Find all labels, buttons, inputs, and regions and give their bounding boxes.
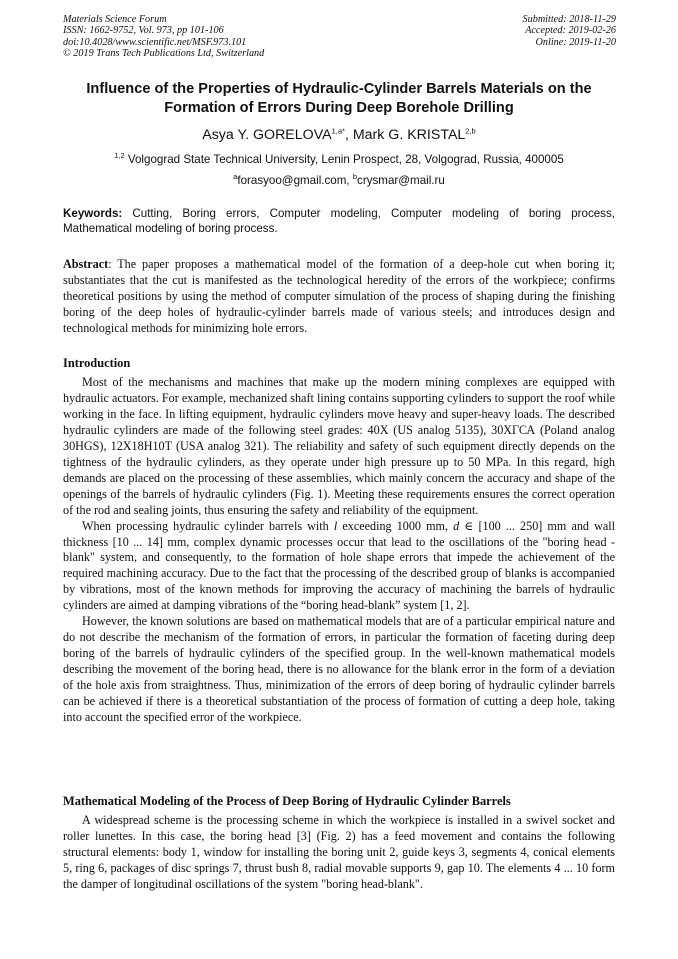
paragraph: However, the known solutions are based on mathematical models that are of a particular empirical nature and do not describe the mechanism of the formation of errors, in particular the formation of faceting during deep boring of the barrels of hydraulic cylinders of the specified group. In the well-known mathematical models describing the movement of the boring head, there is no allowance for the blank error in the form of a deviation of the hole axis from straightness. Thus, minimization of the errors of deep boring of hydraulic cylinder barrels can be achieved if there is a theoretical substantiation of the process of formation of cutting a deep hole, taking into account the specified error of the workpiece. bbox=[63, 614, 615, 725]
author-affiliation-mark: 2,b bbox=[465, 126, 476, 136]
author-emails bbox=[63, 174, 615, 188]
submitted-date: Submitted: 2018-11-29 bbox=[522, 14, 616, 25]
journal-header bbox=[63, 14, 264, 60]
keywords bbox=[63, 206, 615, 236]
paragraph: Most of the mechanisms and machines that make up the modern mining complexes are equipped with hydraulic actuators. For example, mechanized shaft lining contains supporting cylinders to support the roof while working in the face. In lifting equipment, hydraulic cylinders move heavy and super-heavy loads. The described hydraulic cylinders are made of the following steel grades: 40X (US analog 5135), 30XГСА (Poland analog 30HGS), 12X18H10T (USA analog 321). The reliability and safety of such equipment directly depends on the tightness of the hydraulic cylinders, as they operate under high pressure up to 50 MPa. In this regard, high demands are placed on the processing of these assemblies, which mainly concern the accuracy and shape of the openings of the barrels of hydraulic cylinders (Fig. 1). Meeting these requirements ensures the correct operation of the rod and sealing joints, thus ensuring the safety and reliability of the equipment. bbox=[63, 375, 615, 517]
abstract-text: : The paper proposes a mathematical model of the formation of a deep-hole cut when boring it; substantiates that the cut is manifested as the technological heredity of the errors of the workpiece; confirms theoretical positions by using the method of computer simulation of the process of shaping during the finishing boring of the deep holes of hydraulic-cylinder barrels made of various steels; and introduces design and technological methods for minimizing hole errors. bbox=[63, 257, 615, 335]
affiliation bbox=[63, 153, 615, 167]
keywords-text: Cutting, Boring errors, Computer modeling, Computer modeling of boring process, Mathematical modeling of boring process. bbox=[63, 207, 615, 236]
author-name: Mark G. KRISTAL bbox=[352, 127, 466, 143]
affiliation-text: Volgograd State Technical University, Lenin Prospect, 28, Volgograd, Russia, 400005 bbox=[127, 153, 564, 166]
accepted-date: Accepted: 2019-02-26 bbox=[525, 25, 616, 37]
issn-line: ISSN: 1662-9752, Vol. 973, pp 101-106 bbox=[63, 25, 224, 37]
email-mark: b bbox=[352, 172, 358, 182]
paragraph bbox=[63, 519, 615, 615]
paper-title: Influence of the Properties of Hydraulic-Cylinder Barrels Materials on the Formation of Errors During Deep Borehole Drilling bbox=[86, 81, 592, 116]
introduction-body bbox=[63, 375, 615, 726]
journal-name: Materials Science Forum bbox=[63, 14, 167, 25]
abstract bbox=[63, 257, 615, 337]
online-date: Online: 2019-11-20 bbox=[535, 36, 616, 48]
author-separator: , bbox=[344, 127, 353, 143]
affiliation-mark: 1,2 bbox=[114, 151, 125, 161]
email-link[interactable]: forasyoo@gmail.com bbox=[237, 174, 347, 187]
email-separator: , bbox=[346, 174, 353, 187]
abstract-label: Abstract bbox=[63, 257, 109, 271]
keywords-label: Keywords: bbox=[63, 207, 123, 220]
section-heading: Mathematical Modeling of the Process of Deep Boring of Hydraulic Cylinder Barrels bbox=[63, 794, 511, 808]
submission-dates bbox=[523, 14, 616, 48]
math-section-body bbox=[63, 813, 615, 893]
author-name: Asya Y. GORELOVA bbox=[202, 127, 332, 143]
copyright-line: © 2019 Trans Tech Publications Ltd, Switzerland bbox=[63, 48, 265, 60]
text-run: exceeding 1000 mm, bbox=[337, 518, 454, 533]
doi-line[interactable]: doi:10.4028/www.scientific.net/MSF.973.101 bbox=[63, 36, 247, 48]
author-affiliation-mark: 1,a* bbox=[331, 126, 345, 136]
email-mark: a bbox=[233, 172, 238, 182]
email-link[interactable]: crysmar@mail.ru bbox=[357, 174, 445, 187]
paragraph: A widespread scheme is the processing scheme in which the workpiece is installed in a swivel socket and roller lunettes. In this case, the boring head [3] (Fig. 2) has a feed movement and contains the following structural elements: body 1, window for installing the boring unit 2, guide keys 3, segments 4, conical elements 5, ring 6, packages of disc springs 7, thrust bush 8, radial movable supports 9, gap 10. The elements 4 ... 10 form the damper of longitudinal oscillations of the system "boring head-blank". bbox=[63, 813, 615, 891]
text-run: When processing hydraulic cylinder barrels with bbox=[82, 518, 334, 533]
authors bbox=[63, 126, 615, 144]
section-heading: Introduction bbox=[63, 356, 131, 370]
abstract-paragraph bbox=[63, 257, 615, 337]
math-variable: l bbox=[333, 518, 338, 533]
math-variable: d bbox=[453, 518, 460, 533]
text-run: ∈ [100 ... 250] mm and wall thickness [10 ... 14] mm, complex dynamic processes occur that lead to the oscillations of the "boring head - blank" system, and consequently, to the formation of hole shape errors that impede the achievement of the required machining accuracy. Due to the fact that the processing of the described group of blanks is accompanied by vibrations, most of the known methods for improving the accuracy of machining the barrels of hydraulic cylinders are aimed at damping vibrations of the “boring head-blank” system [1, 2]. bbox=[63, 518, 615, 613]
